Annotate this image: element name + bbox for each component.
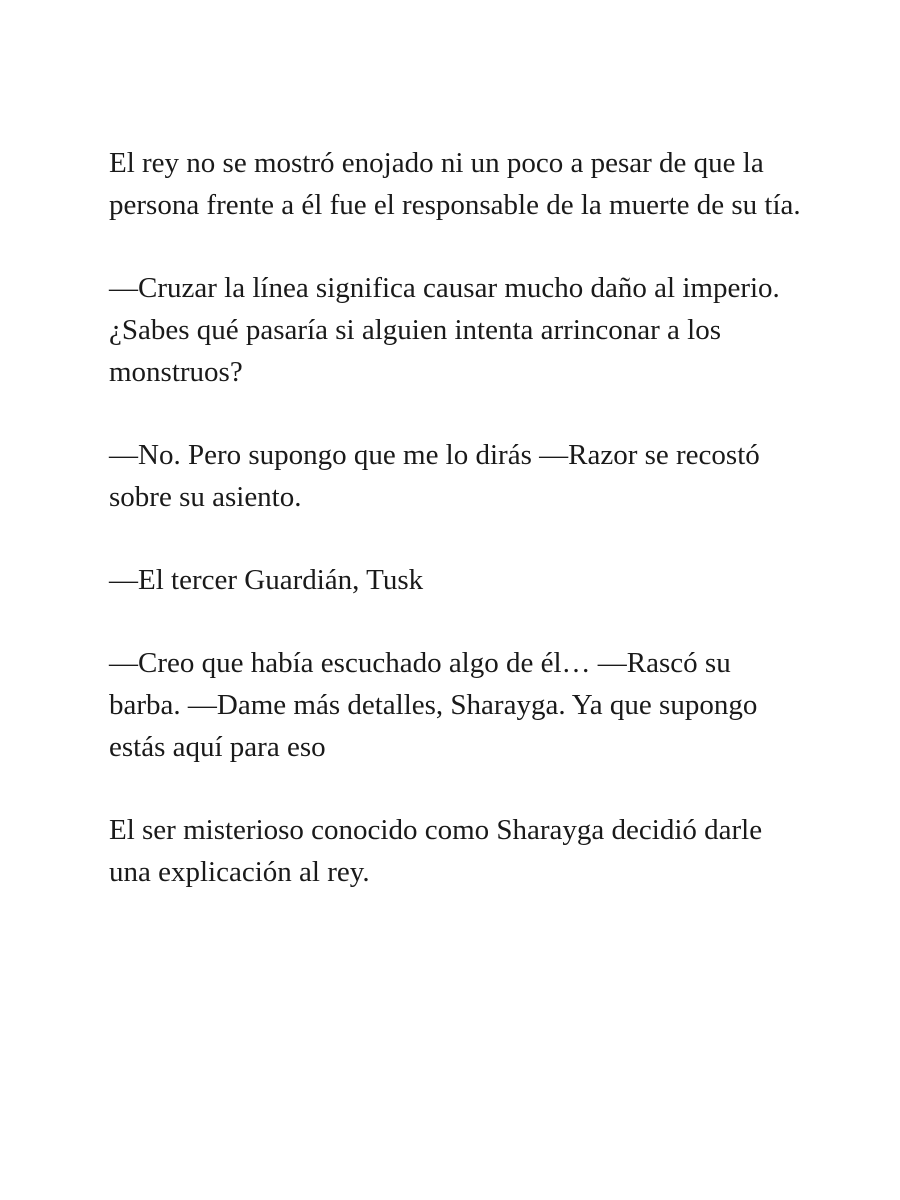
story-text [109, 142, 809, 893]
paragraph-2: —Cruzar la línea significa causar mucho daño al imperio. ¿Sabes qué pasaría si alguien intenta arrinconar a los monstruos? [109, 272, 780, 388]
paragraph-6: El ser misterioso conocido como Sharayga decidió darle una explicación al rey. [109, 814, 763, 888]
paragraph-1: El rey no se mostró enojado ni un poco a pesar de que la persona frente a él fue el responsable de la muerte de su tía. [109, 147, 801, 221]
paragraph-3: —No. Pero supongo que me lo dirás —Razor se recostó sobre su asiento. [109, 439, 760, 513]
paragraph-5: —Creo que había escuchado algo de él… —Rascó su barba. —Dame más detalles, Sharayga. Ya que supongo estás aquí para eso [109, 647, 758, 763]
paragraph-4: —El tercer Guardián, Tusk [109, 564, 424, 596]
